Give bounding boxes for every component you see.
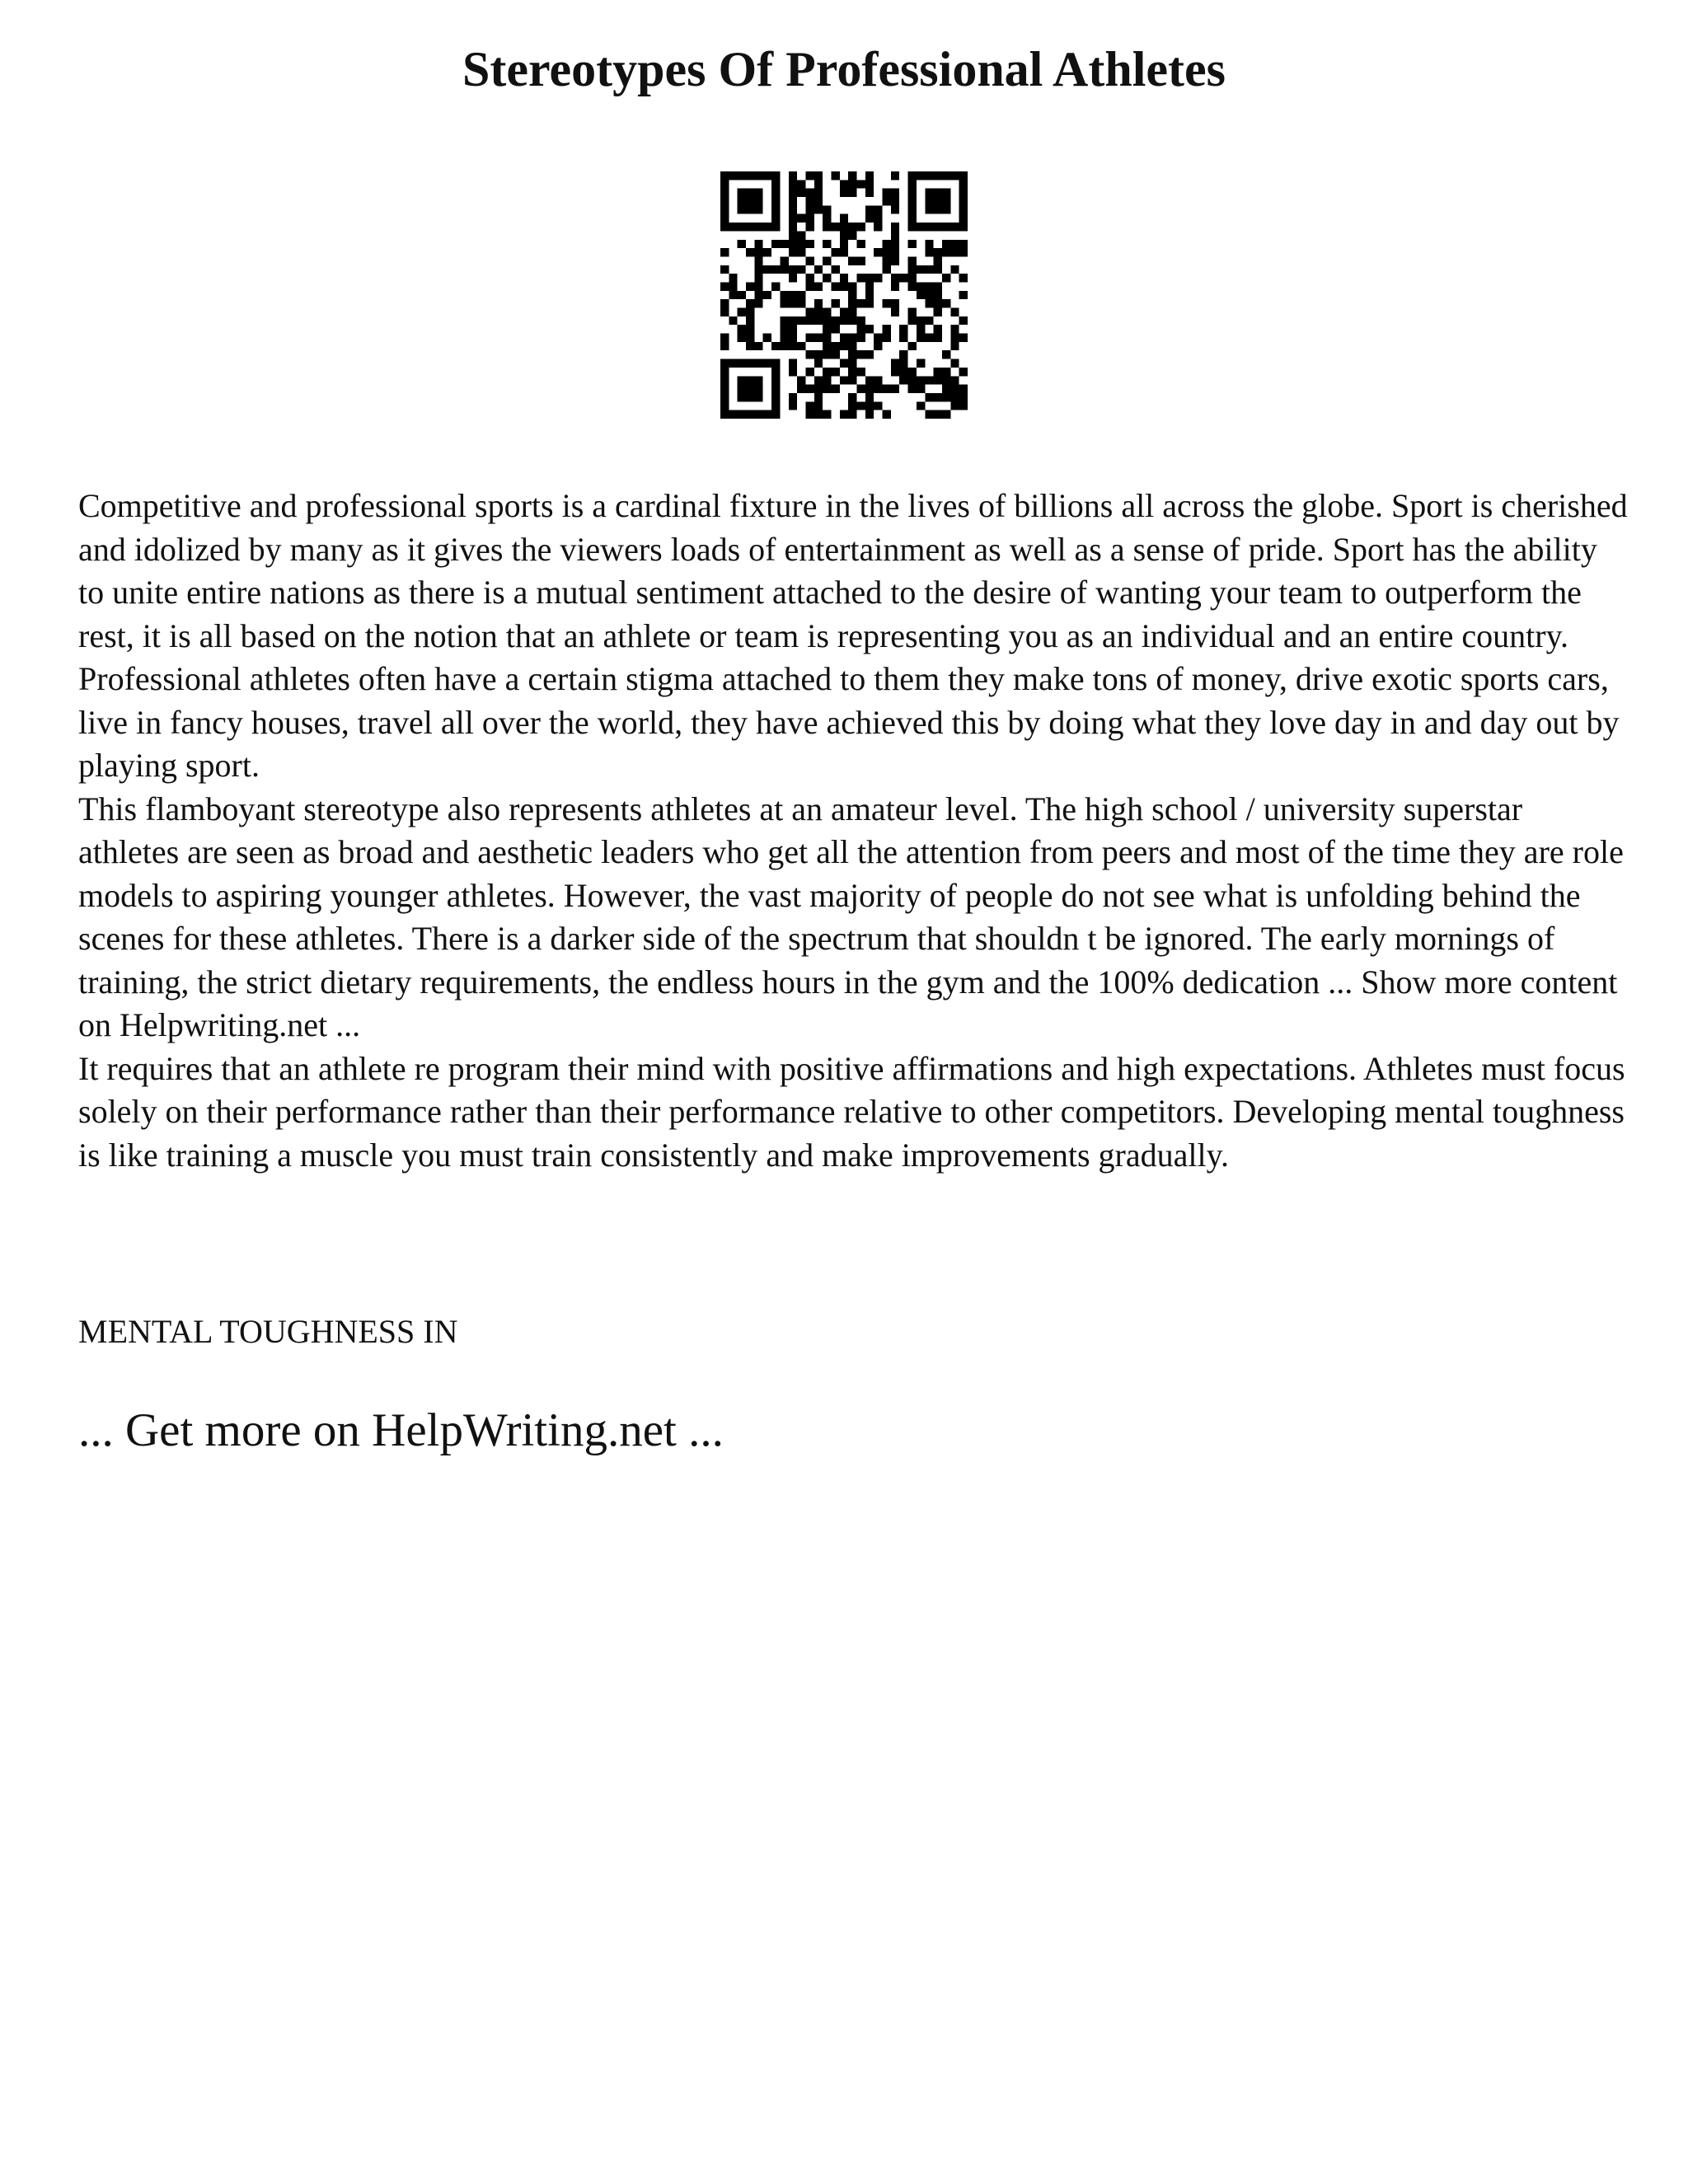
paragraph: This flamboyant stereotype also represents athletes at an amateur level. The high school / university superstar athletes are seen as broad and aesthetic leaders who get all the attention from peers and most of the time they are role models to aspiring younger athletes. However, the vast majority of people do not see what is unfolding behind the scenes for these athletes. There is a darker side of the spectrum that shouldn t be ignored. The early mornings of training, the strict dietary requirements, the endless hours in the gym and the 100% dedication ... Show more content on Helpwriting.net ... — [78, 790, 1624, 1043]
body-text — [78, 485, 1628, 1177]
section-label: MENTAL TOUGHNESS IN — [78, 1313, 458, 1350]
get-more-link[interactable]: ... Get more on HelpWriting.net ... — [78, 1404, 724, 1456]
paragraph: It requires that an athlete re program their mind with positive affirmations and high expectations. Athletes must focus solely on their performance rather than their performance relative to other competitors. Developing mental toughness is like training a muscle you must train consistently and make improvements gradually. — [78, 1049, 1625, 1174]
document-title: Stereotypes Of Professional Athletes — [462, 42, 1226, 96]
paragraph: Competitive and professional sports is a cardinal fixture in the lives of billions all across the globe. Sport is cherished and idolized by many as it gives the viewers loads of entertainment as well as a sense of pride. Sport has the ability to unite entire nations as there is a mutual sentiment attached to the desire of wanting your team to outperform the rest, it is all based on the notion that an athlete or team is representing you as an individual and an entire country. Professional athletes often have a certain stigma attached to them they make tons of money, drive exotic sports cars, live in fancy houses, travel all over the world, they have achieved this by doing what they love day in and day out by playing sport. — [78, 487, 1628, 784]
qr-code-icon — [720, 171, 968, 419]
